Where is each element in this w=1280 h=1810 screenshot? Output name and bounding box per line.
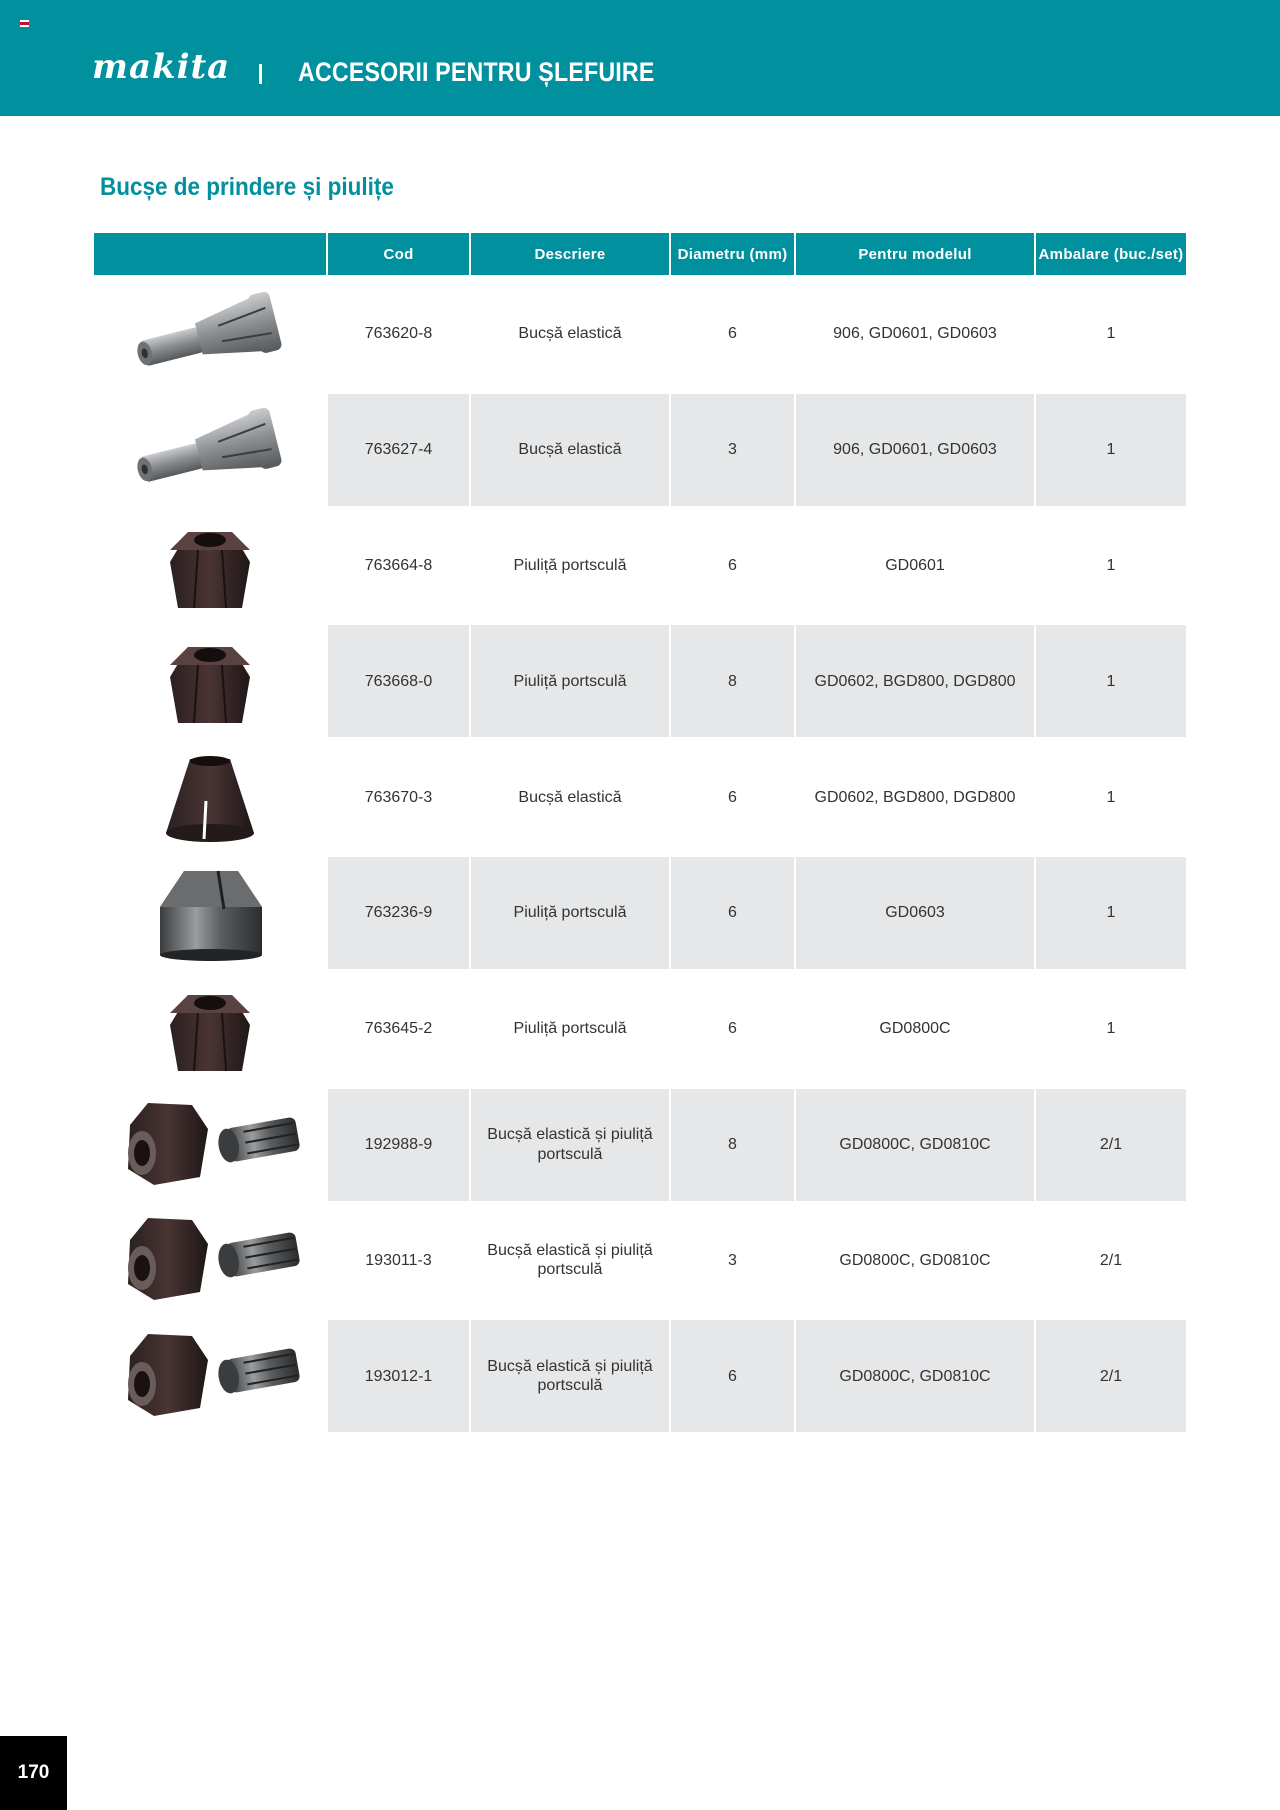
steel-cone-icon [110,857,310,969]
cell-packaging [1036,973,1186,1085]
cell-description-text: Bucșă elastică și piuliță portsculă [487,1358,653,1395]
cell-code [328,278,469,390]
header-title: ACCESORII PENTRU ȘLEFUIRE [298,57,655,87]
cell-description-text: Bucșă elastică [518,325,622,343]
cell-description [471,1204,669,1316]
header-separator [259,64,262,84]
cell-diameter-text: 8 [728,1136,737,1153]
cell-packaging-text: 1 [1106,441,1116,459]
cell-diameter-text: 6 [728,325,737,343]
cell-diameter [671,973,794,1085]
column-header-diameter: Diametru (mm) [671,233,794,275]
table-row [0,394,1280,506]
cell-code [328,1089,469,1201]
cell-code-text: 763236-9 [364,904,433,922]
table-row [0,1204,1280,1316]
column-header-code: Cod [328,233,469,275]
cell-model-text: GD0602, BGD800, DGD800 [814,672,1016,690]
cell-diameter-text: 3 [728,441,737,459]
cell-diameter [671,1320,794,1432]
cell-code-text: 763668-0 [364,672,433,690]
cell-description-text: Bucșă elastică și piuliță portsculă [487,1242,653,1279]
cell-description-text: Piuliță portsculă [513,904,627,922]
cell-model [796,1089,1034,1201]
cell-model-text: GD0601 [885,557,945,574]
cell-diameter-text: 6 [728,904,737,922]
cell-diameter-text: 8 [728,672,737,690]
cell-diameter [671,394,794,506]
cell-diameter [671,510,794,622]
hex-nut-icon [110,510,310,622]
cell-description [471,973,669,1085]
cell-model-text: GD0800C, GD0810C [839,1251,991,1269]
cell-description [471,510,669,622]
hex-nut-icon [110,973,310,1085]
cell-code [328,394,469,506]
cell-model [796,510,1034,622]
cell-description [471,741,669,853]
cell-packaging-text: 1 [1106,1020,1116,1038]
cell-packaging-text: 1 [1106,325,1116,343]
cell-description [471,1320,669,1432]
cell-packaging-text: 2/1 [1099,1251,1123,1269]
cell-diameter-text: 6 [728,1367,737,1385]
cell-diameter [671,278,794,390]
table-row [0,973,1280,1085]
cell-packaging [1036,278,1186,390]
cell-code [328,625,469,737]
cell-code [328,1320,469,1432]
cell-model-text: GD0800C [879,1020,951,1038]
cell-model [796,394,1034,506]
cell-code [328,973,469,1085]
page-header [0,0,1280,116]
cell-code [328,857,469,969]
cell-description [471,394,669,506]
cell-packaging [1036,1089,1186,1201]
cell-code-text: 763664-8 [364,557,433,574]
table-row [0,1089,1280,1201]
cell-description-text: Piuliță portsculă [513,557,627,574]
cell-code-text: 763670-3 [364,788,433,806]
cell-description [471,1089,669,1201]
cell-diameter [671,1089,794,1201]
table-row [0,1320,1280,1432]
cell-model-text: 906, GD0601, GD0603 [833,441,997,459]
cell-code [328,510,469,622]
cell-description-text: Bucșă elastică [518,788,622,806]
cell-code-text: 193011-3 [365,1251,432,1269]
cell-packaging-text: 1 [1106,788,1116,806]
cell-model [796,625,1034,737]
cell-code-text: 763627-4 [364,441,433,459]
cell-description-text: Piuliță portsculă [513,1020,627,1038]
cell-diameter [671,741,794,853]
cell-diameter-text: 3 [728,1251,737,1269]
nut-and-collet-icon [110,1089,310,1201]
cell-packaging [1036,741,1186,853]
cell-code-text: 193012-1 [364,1367,433,1385]
nut-and-collet-icon [110,1204,310,1316]
cell-code-text: 763645-2 [364,1020,433,1038]
cell-packaging-text: 1 [1106,672,1116,690]
table-row [0,278,1280,390]
cell-diameter-text: 6 [728,1020,737,1038]
cell-diameter-text: 6 [728,557,737,574]
cell-description-text: Bucșă elastică [518,441,622,459]
cell-description [471,857,669,969]
cell-model [796,1204,1034,1316]
cell-model [796,973,1034,1085]
cell-model-text: GD0603 [885,904,945,922]
cell-description-text: Piuliță portsculă [513,672,627,690]
cell-packaging [1036,857,1186,969]
cell-model [796,278,1034,390]
column-header-packaging: Ambalare (buc./set) [1036,233,1186,275]
cell-description [471,278,669,390]
cell-model [796,1320,1034,1432]
cell-packaging-text: 2/1 [1099,1136,1123,1153]
column-header-model: Pentru modelul [796,233,1034,275]
cell-code [328,1204,469,1316]
cell-packaging-text: 2/1 [1099,1367,1123,1385]
cell-diameter [671,857,794,969]
makita-logo: makita [92,47,231,87]
cell-packaging [1036,625,1186,737]
cell-model-text: 906, GD0601, GD0603 [833,325,997,343]
cell-diameter-text: 6 [728,788,737,806]
hex-nut-icon [110,625,310,737]
section-title: Bucșe de prindere și piulițe [100,173,394,201]
cell-diameter [671,625,794,737]
cell-model-text: GD0800C, GD0810C [839,1136,991,1153]
cell-packaging [1036,394,1186,506]
cell-diameter [671,1204,794,1316]
cell-code [328,741,469,853]
cell-packaging [1036,510,1186,622]
cell-packaging-text: 1 [1106,557,1116,574]
table-row [0,741,1280,853]
page-number: 170 [0,1736,67,1810]
cell-model [796,741,1034,853]
cell-model [796,857,1034,969]
collet-icon [110,278,310,390]
table-row [0,857,1280,969]
cell-description [471,625,669,737]
cell-packaging-text: 1 [1106,904,1116,922]
table-row [0,625,1280,737]
cell-model-text: GD0800C, GD0810C [839,1367,991,1385]
table-row [0,510,1280,622]
cone-collet-icon [110,741,310,853]
nut-and-collet-icon [110,1320,310,1432]
column-header-image [94,233,326,275]
cell-code-text: 192988-9 [364,1136,433,1153]
collet-icon [110,394,310,506]
romania-flag-icon [20,20,29,27]
cell-packaging [1036,1204,1186,1316]
cell-model-text: GD0602, BGD800, DGD800 [814,788,1016,806]
cell-packaging [1036,1320,1186,1432]
cell-description-text: Bucșă elastică și piuliță portsculă [487,1126,653,1163]
cell-code-text: 763620-8 [364,325,433,343]
column-header-description: Descriere [471,233,669,275]
